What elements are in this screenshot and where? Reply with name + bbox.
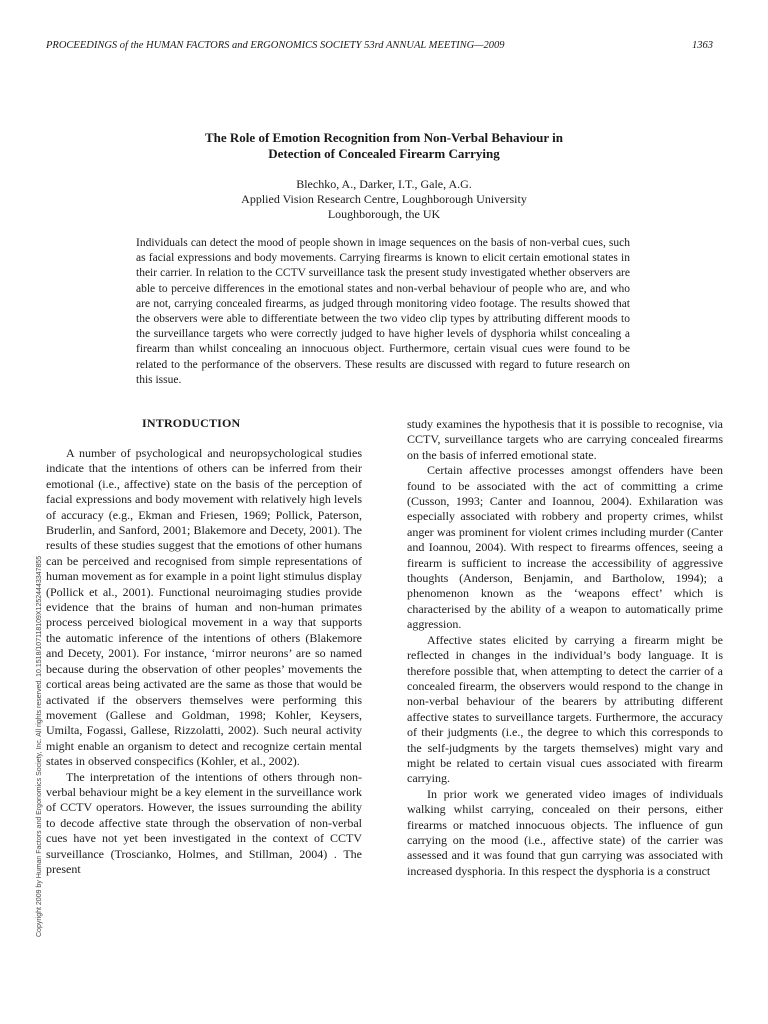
paragraph: The interpretation of the intentions of others through non-verbal behaviour might be a key element in the surveillance work of CCTV operators. However, the issues surrounding the ability to decode affective state through the observation of non-verbal cues have not yet been investigated in the context of CCTV surveillance (Troscianko, Holmes, and Stillman, 2004) . The present <box>46 769 362 876</box>
paragraph: study examines the hypothesis that it is possible to recognise, via CCTV, surveillance targets who are carrying concealed firearms on the basis of inferred emotional state. <box>407 417 723 462</box>
paper-title-line-1: The Role of Emotion Recognition from Non-Verbal Behaviour in <box>205 130 563 145</box>
author-affiliation: Applied Vision Research Centre, Loughborough University <box>241 192 527 206</box>
copyright-notice: Copyright 2009 by Human Factors and Ergonomics Society, Inc. All rights reserved. 10.1518/107118109X12524443347855 <box>36 555 43 937</box>
author-location: Loughborough, the UK <box>327 207 441 221</box>
author-names: Blechko, A., Darker, I.T., Gale, A.G. <box>296 177 472 191</box>
paragraph: In prior work we generated video images of individuals walking whilst carrying, concealed on their persons, either firearms or matched innocuous objects. The influence of gun carrying on the mood (i.e., affective state) of the carrier was assessed and it was found that gun carrying was associated with increased dysphoria. In this respect the dysphoria is a construct <box>407 786 723 878</box>
page-number: 1363 <box>692 40 713 51</box>
left-column <box>46 446 362 877</box>
abstract: Individuals can detect the mood of people shown in image sequences on the basis of non-verbal cues, such as facial expressions and body movements. Carrying firearms is known to elicit certain emotional states in their carrier. In relation to the CCTV surveillance task the present study investigated whether observers are able to perceive differences in the emotional states and non-verbal behaviour of people who are, and who are not, carrying concealed firearms, as judged through monitoring video footage. The results showed that the observers were able to differentiate between the two video clip types by attributing different moods to the surveillance targets who were correctly judged to have higher levels of dysphoria whilst concealing a firearm than whilst concealing an innocuous object. Furthermore, certain visual cues were found to be related to the performance of the observers. These results are discussed with regard to future research on this issue. <box>136 237 630 386</box>
paragraph: Affective states elicited by carrying a firearm might be reflected in changes in the individual’s body language. It is therefore possible that, when attempting to detect the carrier of a concealed firearm, the observers would respond to the change in non-verbal behaviour of the bearers by attributing different affective states to surveillance targets. Furthermore, the accuracy of their judgments (i.e., the degree to which this corresponds to the self-judgments by the targets themselves) might vary and might be related to certain visual cues associated with firearm carrying. <box>407 632 723 786</box>
paper-title-line-2: Detection of Concealed Firearm Carrying <box>268 146 500 161</box>
right-column <box>407 417 723 879</box>
running-header: PROCEEDINGS of the HUMAN FACTORS and ERGONOMICS SOCIETY 53rd ANNUAL MEETING—2009 <box>46 40 505 51</box>
paragraph: A number of psychological and neuropsychological studies indicate that the intentions of others can be inferred from their emotional (i.e., affective) state on the basis of the perception of facial expressions and body movement with relatively high levels of accuracy (e.g., Ekman and Friesen, 1969; Pollick, Paterson, Bruderlin, and Sanford, 2001; Blakemore and Decety, 2001). The results of these studies suggest that the emotions of other humans can be perceived and recognised from simple representations of human movement as for example in a point light stimulus display (Pollick et al., 2001). Functional neuroimaging studies provide evidence that the brains of human and non-human primates process perceived biological movement in a way that supports the automatic inference of the intentions of others (Blakemore and Decety, 2001). For instance, ‘mirror neurons’ are so named because during the observation of other peoples’ movements the cortical areas being activated are the same as those that would be activated if the observers themselves were performing this movement (Gallese and Goldman, 1998; Kohler, Keysers, Umilta, Fogassi, Gallese, Rizzolatti, 2002). Such neural activity might enable an organism to detect and recognize certain mental states in observed conspecifics (Kohler, et al., 2002). <box>46 446 362 769</box>
paragraph: Certain affective processes amongst offenders have been found to be associated with the act of committing a crime (Cusson, 1993; Canter and Ioannou, 2004). Exhilaration was especially associated with robbery and property crimes, whilst anger was prominent for violent crimes including murder (Canter and Ioannou, 2004). With respect to firearms offences, seeing a firearm is sufficient to increase the accessibility of aggressive thoughts (Anderson, Benjamin, and Bartholow, 1994); a phenomenon known as the ‘weapons effect’ which is characterised by the ability of a weapon to automatically prime aggression. <box>407 463 723 632</box>
section-heading-introduction: INTRODUCTION <box>142 416 241 430</box>
